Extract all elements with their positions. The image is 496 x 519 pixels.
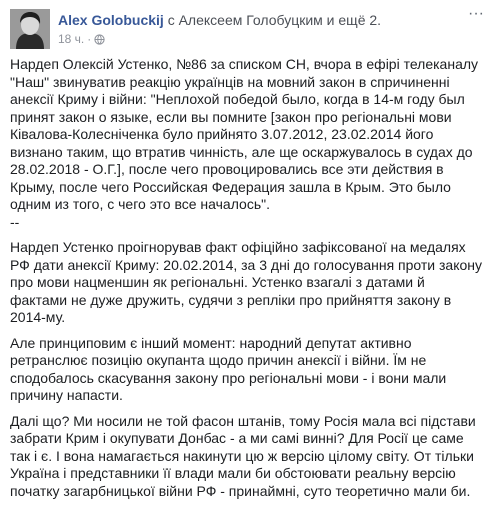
post-paragraph: Далі що? Ми носили не той фасон штанів, тому Росія мала всі підстави забрати Крим і окупувати Донбас - а ми самі винні? Для Росії це саме так і є. І вона намагається накинути цю ж версію цілому світу. От тільки Україна і представники її влади мали би обстоювати реальну версію початку загарбницької війни РФ - принаймні, суто теоретично мали би. bbox=[10, 412, 476, 499]
globe-icon bbox=[94, 33, 105, 44]
more-options-button[interactable] bbox=[466, 5, 486, 24]
author-name[interactable]: Alex Golobuckij bbox=[58, 12, 164, 28]
post-body bbox=[10, 56, 484, 508]
post-paragraph: Але принциповим є інший момент: народний депутат активно ретранслює позицію окупанта щодо причин анексії і війни. Їм не сподобалось скасування закону про регіональні мови - і вони мали причину напасти. bbox=[10, 334, 447, 403]
post-paragraph: -- bbox=[10, 213, 20, 230]
avatar[interactable] bbox=[10, 9, 50, 49]
avatar-image bbox=[10, 9, 50, 49]
author-line bbox=[58, 11, 458, 29]
meta-separator: · bbox=[87, 32, 92, 46]
post-paragraph: Нардеп Устенко проігнорував факт офіційно зафіксованої на медалях РФ дати анексії Криму: 20.02.2014, за 3 дні до голосування проти закону про мови нацменшин як регіональні. Устенко взагалі з датами й фактами не дуже дружить, судячи з репліки про прийняття закону в 2014-му. bbox=[10, 239, 483, 325]
post-meta bbox=[58, 31, 105, 47]
post-paragraph: Нардеп Олексій Устенко, №86 за списком СН, вчора в ефірі телеканалу "Наш" звинуватив реакцію українців на мовний закон в спричиненні анексії Криму і війни: "Неплохой победой было, когда в 14-м году был принят закон о языке, если вы помните [закон про регіональні мови Ківалова-Колесніченка було прийнято 3.07.2012, 23.02.2014 його визнано таким, що втратив чинність, але ще оскаржувалось в судах до 28.02.2018 - О.Г.], после чего провоцировались все эти действия в Крыму, после чего Российская Федерация зашла в Крым. Это было одним из того, с чего это все началось". bbox=[10, 56, 479, 212]
more-horizontal-icon: ··· bbox=[468, 5, 484, 22]
post-timestamp[interactable]: 18 ч. bbox=[58, 32, 85, 46]
tagged-people[interactable]: с Алексеем Голобуцким и ещё 2. bbox=[167, 12, 382, 28]
post-header bbox=[0, 0, 496, 56]
